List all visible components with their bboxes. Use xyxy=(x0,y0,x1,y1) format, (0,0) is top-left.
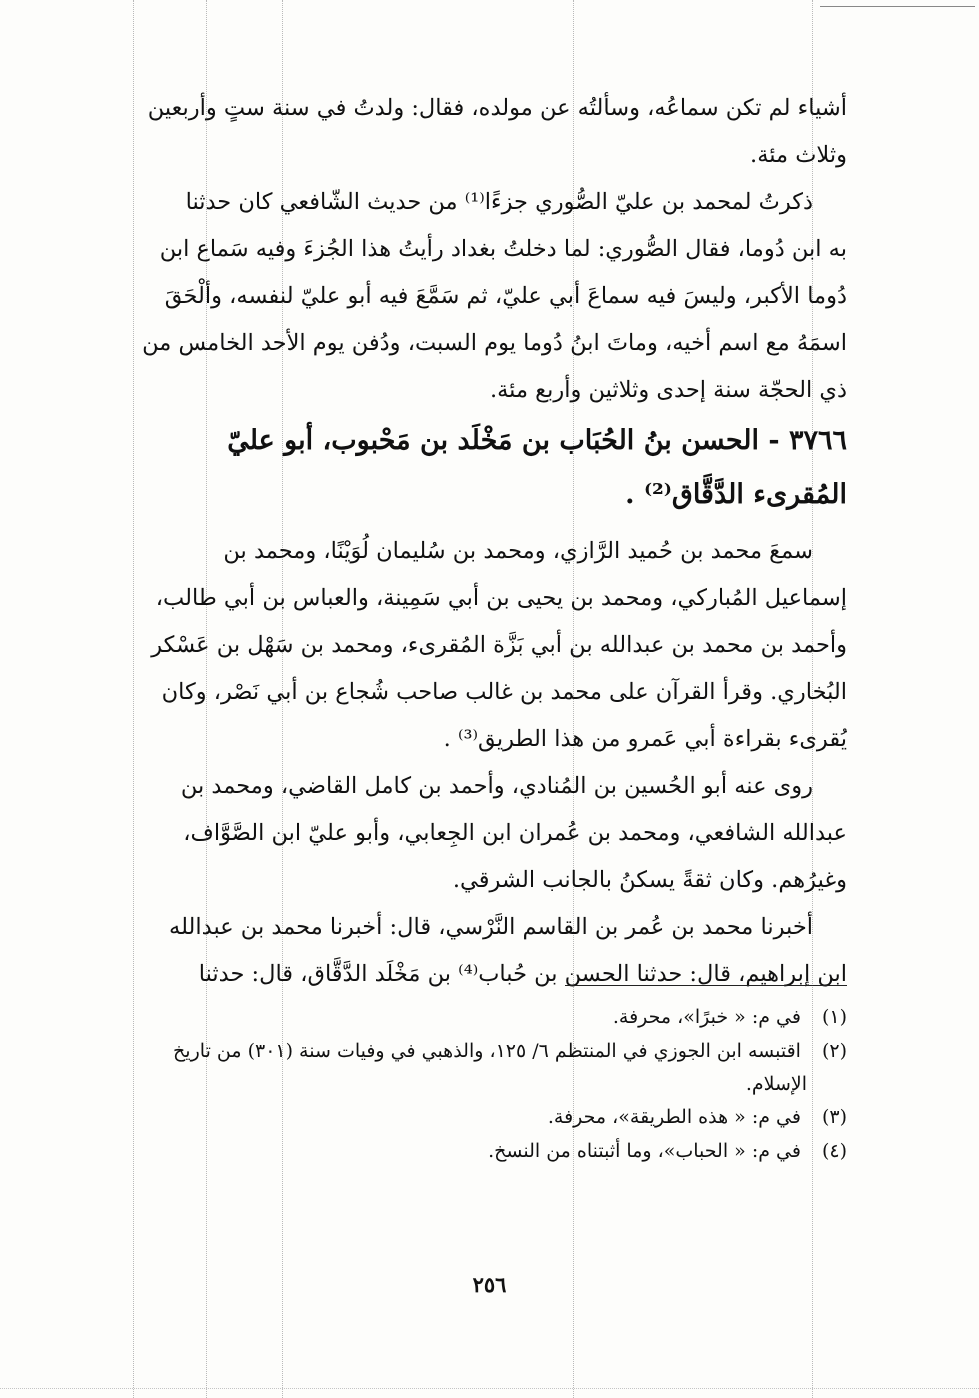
text-line: البُخاري. وقرأ القرآن على محمد بن غالب صاحب شُجاع بن أبي نَصْر، وكان xyxy=(161,679,847,705)
text-line: يُقرىء بقراءة أبي عَمرو من هذا الطريق⁽³⁾ . xyxy=(443,726,847,752)
text-line: إسماعيل المُباركي، ومحمد بن يحيى بن أبي سَمِينة، والعباس بن أبي طالب، xyxy=(155,585,847,611)
text-line: ذي الحجّة سنة إحدى وثلاثين وأربع مئة. xyxy=(489,377,847,403)
page-number: ٢٥٦ xyxy=(472,1272,507,1297)
text-line: وأحمد بن محمد بن عبدالله بن أبي بَزَّة المُقرىء، ومحمد بن سَهْل بن عَسْكر xyxy=(151,632,847,658)
entry-heading xyxy=(135,414,847,522)
footnote-number: (١) xyxy=(821,1006,847,1028)
footnote-number: (٣) xyxy=(821,1106,847,1128)
footnote-number: (٤) xyxy=(821,1140,847,1162)
text-line: أخبرنا محمد بن عُمر بن القاسم النَّرْسي، قال: أخبرنا محمد بن عبدالله xyxy=(169,914,813,940)
margin-guide xyxy=(0,1388,979,1389)
text-line: سمعَ محمد بن حُميد الرَّازي، ومحمد بن سُليمان لُوَيْنًا، ومحمد بن xyxy=(223,538,813,564)
text-line: ابن إبراهيم، قال: حدثنا الحسن بن حُباب⁽⁴⁾ بن مَخْلَد الدَّقَّاق، قال: حدثنا xyxy=(198,961,847,987)
text-line: وغيرُهم. وكان ثقةً يسكنُ بالجانب الشرقي. xyxy=(452,867,847,893)
footnote xyxy=(135,1000,847,1034)
footnote xyxy=(135,1134,847,1168)
text-line: روى عنه أبو الحُسين بن المُنادي، وأحمد بن كامل القاضي، ومحمد بن xyxy=(180,773,813,799)
footnote xyxy=(135,1100,847,1134)
paragraph xyxy=(135,763,847,904)
text-line: وثلاث مئة. xyxy=(750,142,847,168)
text-line: أشياء لم تكن سماعُه، وسألتُه عن مولده، فقال: ولدتُ في سنة ستٍ وأربعين xyxy=(147,95,847,121)
entry-title-line: المُقرىء الدَّقَّاق⁽²⁾ . xyxy=(625,479,847,510)
margin-guide xyxy=(133,0,134,1398)
footnote-continuation: الإسلام. xyxy=(745,1073,807,1095)
text-line: دُوما الأكبر، وليسَ فيه سماعَ أبي عليّ، ثم سَمَّعَ فيه أبو عليّ لنفسه، وألْحَقَ xyxy=(164,283,847,309)
footnote-text: اقتبسه ابن الجوزي في المنتظم ٦/ ١٢٥، والذهبي في وفيات سنة (٣٠١) من تاريخ xyxy=(173,1040,801,1062)
paragraph xyxy=(135,904,847,998)
text-line: به ابن دُوما، فقال الصُّوري: لما دخلتُ بغداد رأيتُ هذا الجُزءَ وفيه سَماع ابن xyxy=(159,236,847,262)
text-line: عبدالله الشافعي، ومحمد بن عُمران ابن الجِعابي، وأبو عليّ ابن الصَّوَّاف، xyxy=(183,820,847,846)
footnote-text: في م: « هذه الطريقة»، محرفة. xyxy=(547,1106,801,1128)
text-line: اسمَهُ مع اسم أخيه، وماتَ ابنُ دُوما يوم السبت، ودُفن يوم الأحد الخامس من xyxy=(142,330,847,356)
footnote-text: في م: « الحباب»، وما أثبتناه من النسخ. xyxy=(488,1140,801,1162)
footnote-number: (٢) xyxy=(821,1040,847,1062)
footnotes xyxy=(135,1000,847,1168)
main-text xyxy=(135,85,847,998)
footnote-text: في م: « خبرًا»، محرفة. xyxy=(612,1006,801,1028)
footnote xyxy=(135,1034,847,1068)
paragraph xyxy=(135,85,847,179)
footnote-rule xyxy=(565,985,847,986)
paragraph xyxy=(135,528,847,763)
paragraph xyxy=(135,179,847,414)
text-line: ذكرتُ لمحمد بن عليّ الصُّوري جزءًا⁽¹⁾ من حديث الشّافعي كان حدثنا xyxy=(185,189,813,215)
entry-title-line: ٣٧٦٦ - الحسن بنُ الحُبَاب بن مَخْلَد بن مَحْبوب، أبو عليّ xyxy=(227,425,847,456)
scan-edge xyxy=(820,6,975,7)
